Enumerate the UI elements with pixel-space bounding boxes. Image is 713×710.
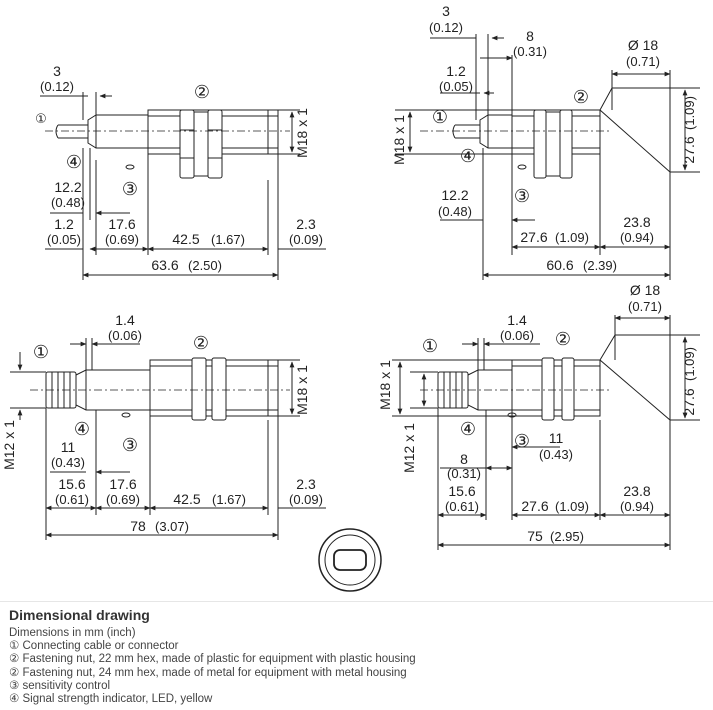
marker-3: ③ [513, 431, 531, 451]
front-view [319, 529, 381, 591]
view1-labels [35, 63, 323, 273]
dim-dia-18: Ø 18 [629, 282, 661, 298]
dim-63-6-inch: (2.50) [188, 258, 222, 273]
dim-1-2-inch: (0.05) [47, 232, 81, 247]
dim-1-4: 1.4 [115, 312, 135, 328]
dim-8: 8 [526, 28, 534, 44]
marker-1: ① [421, 336, 439, 356]
dim-2-3: 2.3 [296, 216, 316, 232]
dim-27-6-h-inch: (1.09) [555, 499, 589, 514]
dim-11-inch: (0.43) [539, 447, 573, 462]
dim-1-2: 1.2 [446, 63, 466, 79]
dim-1-4: 1.4 [507, 312, 527, 328]
dim-1-4-inch: (0.06) [500, 328, 534, 343]
dim-12-2-inch: (0.48) [438, 204, 472, 219]
legend-item-2-metal: ② Fastening nut, 24 mm hex, made of metal for equipment with metal housing [9, 666, 407, 679]
marker-4: ④ [65, 152, 83, 172]
view3-labels [1, 312, 323, 534]
dim-27-6-v: 27.6 [681, 136, 697, 164]
dim-2-3-inch: (0.09) [289, 492, 323, 507]
dim-23-8: 23.8 [623, 214, 651, 230]
dim-63-6: 63.6 [151, 257, 179, 273]
dim-1-2-inch: (0.05) [439, 79, 473, 94]
dim-17-6-inch: (0.69) [105, 232, 139, 247]
dim-15-6: 15.6 [448, 483, 476, 499]
marker-3: ③ [121, 435, 139, 455]
dim-15-6: 15.6 [58, 476, 86, 492]
dim-42-5: 42.5 [173, 491, 201, 507]
marker-3: ③ [121, 179, 139, 199]
dim-11-inch: (0.43) [51, 455, 85, 470]
thread-m12-label: M12 x 1 [1, 420, 17, 470]
dim-17-6: 17.6 [109, 476, 137, 492]
dim-27-6-h: 27.6 [521, 498, 549, 514]
thread-m12-label: M12 x 1 [401, 423, 417, 473]
marker-1: ① [35, 111, 47, 126]
marker-2: ② [554, 329, 572, 349]
dim-11: 11 [548, 430, 564, 446]
thread-label: M18 x 1 [294, 108, 310, 158]
dim-3-inch: (0.12) [429, 20, 463, 35]
thread-label: M18 x 1 [294, 365, 310, 415]
dim-12-2-inch: (0.48) [51, 195, 85, 210]
thread-label: M18 x 1 [377, 360, 393, 410]
legend-title: Dimensional drawing [9, 607, 150, 623]
dim-23-8-inch: (0.94) [620, 499, 654, 514]
dim-12-2: 12.2 [441, 187, 469, 203]
dim-3-inch: (0.12) [40, 79, 74, 94]
dim-42-5: 42.5 [172, 231, 200, 247]
marker-4: ④ [459, 419, 477, 439]
dim-27-6-h: 27.6 [520, 229, 548, 245]
marker-2: ② [193, 82, 211, 102]
dim-27-6-h-inch: (1.09) [555, 230, 589, 245]
dim-23-8: 23.8 [623, 483, 651, 499]
dim-11: 11 [60, 439, 76, 455]
dim-42-5-inch: (1.67) [212, 492, 246, 507]
legend-item-3: ③ sensitivity control [9, 679, 111, 692]
dim-1-2: 1.2 [54, 216, 74, 232]
marker-1: ① [431, 107, 449, 127]
dim-dia-18-inch: (0.71) [628, 299, 662, 314]
legend [9, 607, 709, 706]
dim-3: 3 [53, 63, 61, 79]
marker-4: ④ [73, 419, 91, 439]
dim-17-6-inch: (0.69) [106, 492, 140, 507]
view-cable-straight [40, 92, 326, 280]
dim-2-3: 2.3 [296, 476, 316, 492]
dim-1-4-inch: (0.06) [108, 328, 142, 343]
marker-2: ② [192, 333, 210, 353]
dim-8-inch: (0.31) [447, 466, 481, 481]
dim-8: 8 [460, 451, 468, 467]
dim-27-6-v-inch: (1.09) [682, 96, 697, 130]
view-connector-angled [392, 315, 700, 550]
dim-42-5-label [172, 231, 245, 247]
dim-75: 75 [527, 528, 543, 544]
dim-23-8-inch: (0.94) [620, 230, 654, 245]
thread-label: M18 x 1 [391, 115, 407, 165]
dim-17-6: 17.6 [108, 216, 136, 232]
marker-1: ① [32, 342, 50, 362]
dim-27-6-v-inch: (1.09) [682, 347, 697, 381]
dim-60-6: 60.6 [546, 257, 574, 273]
separator [0, 601, 713, 602]
dim-75-inch: (2.95) [550, 529, 584, 544]
legend-units: Dimensions in mm (inch) [9, 627, 136, 639]
dim-3: 3 [442, 3, 450, 19]
legend-item-1: ① Connecting cable or connector [9, 640, 179, 653]
dim-dia-18: Ø 18 [627, 37, 659, 53]
marker-3: ③ [513, 186, 531, 206]
marker-4: ④ [459, 146, 477, 166]
dim-27-6-v: 27.6 [681, 388, 697, 416]
dim-60-6-inch: (2.39) [583, 258, 617, 273]
marker-2: ② [572, 87, 590, 107]
dim-78-inch: (3.07) [155, 519, 189, 534]
legend-item-2-plastic: ② Fastening nut, 22 mm hex, made of plastic for equipment with plastic housing [9, 653, 416, 666]
dim-42-5-inch: (1.67) [211, 232, 245, 247]
dim-8-inch: (0.31) [513, 44, 547, 59]
legend-item-4: ④ Signal strength indicator, LED, yellow [9, 693, 213, 706]
dim-12-2: 12.2 [54, 179, 82, 195]
dim-78: 78 [130, 518, 146, 534]
dim-15-6-inch: (0.61) [55, 492, 89, 507]
dim-2-3-inch: (0.09) [289, 232, 323, 247]
view-connector-straight [10, 338, 326, 540]
dim-dia-18-inch: (0.71) [626, 54, 660, 69]
dim-15-6-inch: (0.61) [445, 499, 479, 514]
